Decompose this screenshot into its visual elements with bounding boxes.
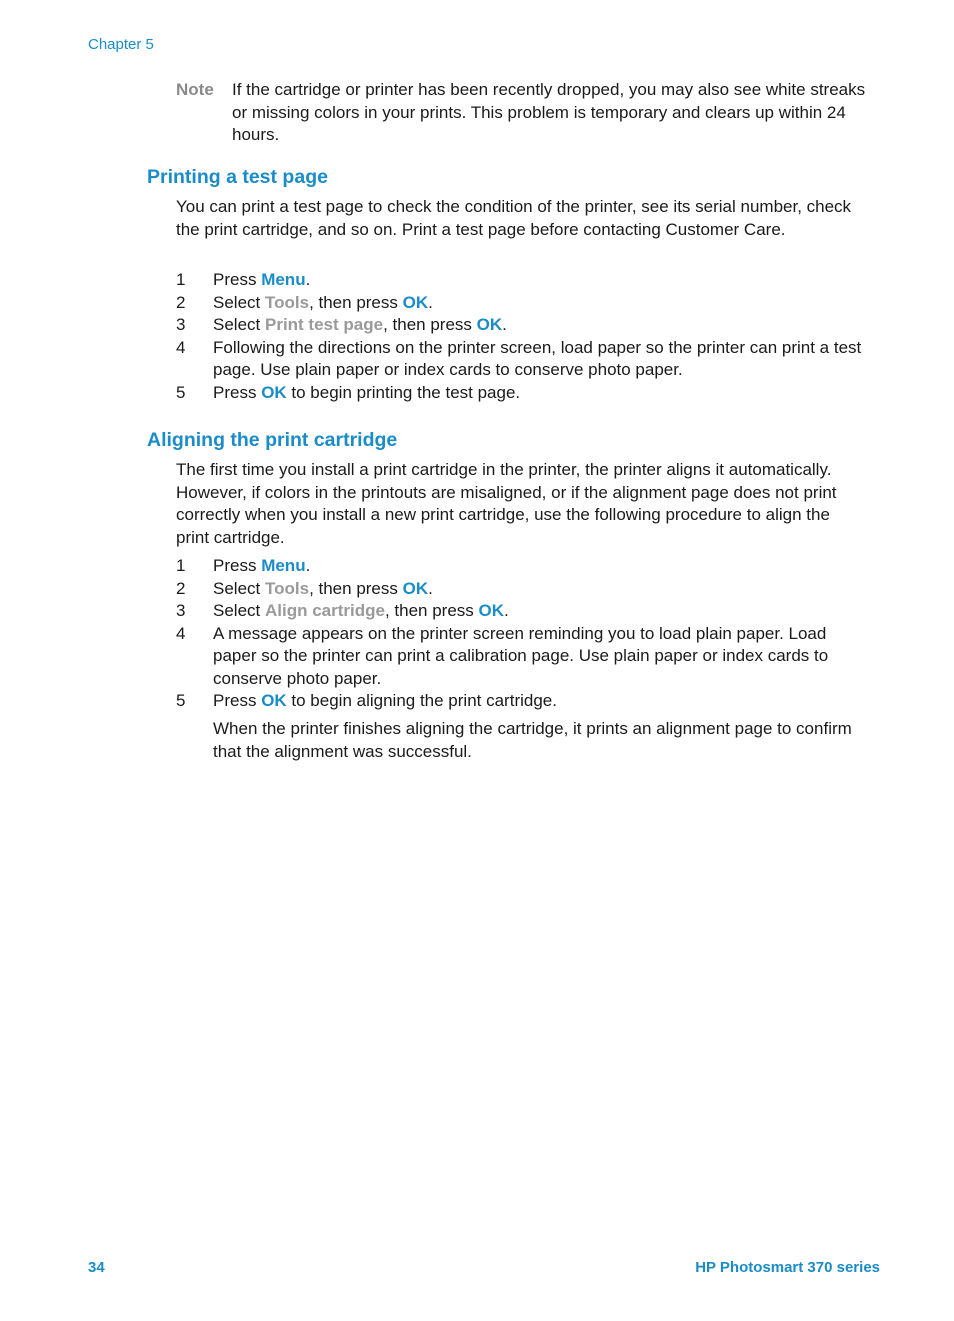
step-number: 4	[176, 623, 186, 643]
key-label: Menu	[261, 556, 306, 575]
step-text: Press	[213, 556, 262, 575]
note-label: Note	[176, 80, 214, 99]
step-3	[176, 314, 868, 337]
step-number: 5	[176, 691, 186, 710]
step-text: Press	[213, 270, 262, 289]
step-text: Following the directions on the printer screen, load paper so the printer can print a test page. Use plain paper or index cards to conserve photo paper.	[213, 337, 862, 379]
step-5	[176, 382, 868, 405]
step-2	[176, 292, 868, 315]
footer-title: HP Photosmart 370 series	[695, 1259, 880, 1276]
step-text: , then press	[309, 292, 403, 312]
step-text: Select	[213, 315, 265, 334]
step-text: Press	[213, 382, 262, 402]
key-label: OK	[261, 691, 287, 710]
page-number: 34	[88, 1259, 105, 1276]
menu-item-label: Tools	[264, 292, 310, 312]
key-label: OK	[476, 315, 503, 334]
key-label: OK	[402, 292, 429, 312]
step-text: Select	[213, 578, 265, 598]
step-text: .	[428, 578, 433, 598]
menu-item-label: Align cartridge	[264, 601, 385, 620]
step-text: .	[305, 556, 311, 575]
step-text: to begin printing the test page.	[286, 382, 521, 402]
section-title-test-page: Printing a test page	[147, 166, 328, 188]
step-text: .	[504, 601, 509, 620]
note-block	[176, 79, 866, 147]
test-page-intro: You can print a test page to check the condition of the printer, see its serial number, check the print cartridge, and so on. Print a test page before contacting Customer Care.	[176, 197, 852, 239]
align-result-text: When the printer finishes aligning the cartridge, it prints an alignment page to confirm that the alignment was successful.	[213, 719, 852, 761]
step-number: 4	[176, 337, 186, 357]
step-number: 3	[176, 601, 186, 620]
key-label: OK	[261, 382, 287, 402]
step-number: 5	[176, 382, 186, 402]
step-text: Select	[213, 601, 265, 620]
test-page-steps	[176, 269, 868, 404]
step-text: .	[502, 315, 507, 334]
key-label: OK	[478, 601, 505, 620]
step-number: 3	[176, 315, 186, 334]
step-number: 2	[176, 292, 186, 312]
key-label: Menu	[261, 270, 306, 289]
step-4	[176, 337, 868, 382]
align-intro: The first time you install a print cartridge in the printer, the printer aligns it automatically. However, if colors in the printouts are misaligned, or if the alignment page does not print correctly when you install a new print cartridge, use the following procedure to align the print cartridge.	[176, 460, 837, 547]
menu-item-label: Print test page	[264, 315, 384, 334]
step-number: 1	[176, 556, 186, 575]
key-label: OK	[402, 578, 429, 598]
step-text: A message appears on the printer screen reminding you to load plain paper. Load paper so the printer can print a calibration page. Use plain paper or index cards to conserve photo paper.	[213, 623, 829, 688]
step-number: 1	[176, 270, 186, 289]
step-text: .	[305, 270, 311, 289]
step-5	[176, 690, 868, 713]
chapter-header: Chapter 5	[88, 36, 154, 53]
step-text: , then press	[384, 601, 479, 620]
step-text: , then press	[309, 578, 403, 598]
step-4	[176, 623, 868, 691]
step-2	[176, 578, 868, 601]
step-text: Select	[213, 292, 265, 312]
menu-item-label: Tools	[264, 578, 310, 598]
section-title-align: Aligning the print cartridge	[147, 429, 398, 451]
step-text: , then press	[383, 315, 477, 334]
note-text: If the cartridge or printer has been recently dropped, you may also see white streaks or missing colors in your prints. This problem is temporary and clears up within 24 hours.	[232, 80, 866, 144]
step-text: .	[428, 292, 433, 312]
align-steps	[176, 555, 868, 713]
step-1	[176, 555, 868, 578]
step-3	[176, 600, 868, 623]
step-text: to begin aligning the print cartridge.	[286, 691, 557, 710]
step-text: Press	[213, 691, 262, 710]
step-1	[176, 269, 868, 292]
step-number: 2	[176, 578, 186, 598]
